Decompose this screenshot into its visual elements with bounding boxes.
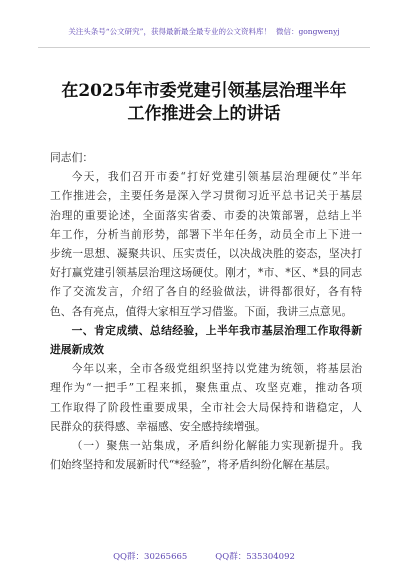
text-line: 步统一思想、凝聚共识、压实责任，以决战决胜的姿态，坚决打 xyxy=(50,247,362,261)
text-line: 今年以来，全市各级党组织坚持以党建为统领，将基层治 xyxy=(71,362,362,376)
section-heading-1 xyxy=(50,321,362,359)
text-line: 年工作，分析当前形势，部署下半年任务，动员全市上下进一 xyxy=(50,227,362,241)
text-line: 们始终坚持和发展新时代“*经验”，将矛盾纠纷化解在基层。 xyxy=(50,458,337,472)
promo-header-note xyxy=(20,26,388,38)
qq-group-contact xyxy=(0,551,408,563)
text-line: 治理的重要论述，全面落实省委、市委的决策部署，总结上半 xyxy=(50,208,362,222)
speech-body xyxy=(50,148,362,474)
paragraph-intro xyxy=(50,167,362,321)
title-line-1: 在2025年市委党建引领基层治理半年 xyxy=(61,81,347,101)
paragraph-section-1-intro xyxy=(50,359,362,436)
text-line: 作了交流发言，介绍了各自的经验做法，讲得都很好，各有特 xyxy=(50,285,362,299)
heading-line: 一、肯定成绩、总结经验，上半年我市基层治理工作取得新 xyxy=(71,323,362,337)
qq-group-2: QQ群：535304092 xyxy=(215,552,295,562)
text-line: 好打赢党建引领基层治理这场硬仗。刚才，*市、*区、*县的同志 xyxy=(50,266,362,280)
text-line: 色、各有亮点，值得大家相互学习借鉴。下面，我讲三点意见。 xyxy=(50,304,353,318)
text-line: 民群众的获得感、幸福感、安全感持续增强。 xyxy=(50,419,266,433)
text-line: 工作推进会，主要任务是深入学习贯彻习近平总书记关于基层 xyxy=(50,189,362,203)
text-line: 理作为“一把手”工程来抓，聚焦重点、攻坚克难，推动各项 xyxy=(50,381,362,395)
salutation: 同志们： xyxy=(50,151,94,164)
header-wechat-id: 微信：gongwenyj xyxy=(275,27,340,36)
title-line-2: 工作推进会上的讲话 xyxy=(127,104,281,124)
heading-line: 进展新成效 xyxy=(50,343,104,357)
qq-group-1: QQ群：30265665 xyxy=(113,552,188,562)
header-note-text: 关注头条号“公文研究”，获得最新最全最专业的公文资料库！ xyxy=(68,27,271,36)
header-divider xyxy=(38,47,370,48)
speech-title xyxy=(20,80,388,126)
paragraph-subsection-1 xyxy=(50,436,362,474)
text-line: （一）聚焦一站集成，矛盾纠纷化解能力实现新提升。我 xyxy=(71,439,362,453)
text-line: 工作取得了阶段性重要成果，全市社会大局保持和谐稳定，人 xyxy=(50,400,362,414)
text-line: 今天，我们召开市委“打好党建引领基层治理硬仗”半年 xyxy=(71,170,362,184)
